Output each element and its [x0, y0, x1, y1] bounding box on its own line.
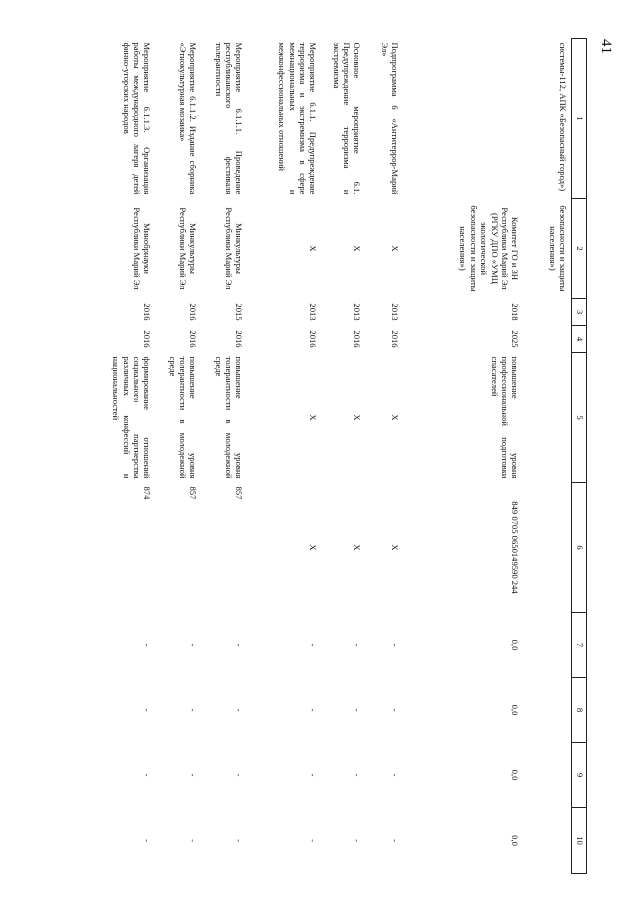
budget-code-cell: 874	[142, 486, 153, 500]
value-col7-cell: -	[142, 643, 153, 647]
measure-name-cell: системы-112, АПК «Безопасный город»)	[558, 42, 568, 192]
start-year-cell: 2016	[142, 303, 153, 321]
value-col9-cell: -	[234, 773, 245, 777]
executor-cell: безопасности и защиты населения»)	[547, 205, 568, 292]
column-header-3: 3	[572, 299, 587, 326]
measure-name-cell: Мероприятие 6.1.1.2. Издание сборника «Этнокультурная мозаика»	[178, 42, 199, 195]
expected-result-cell: X	[352, 414, 363, 421]
measure-name-cell: Мероприятие 6.1.1.3. Организация работы международного лагеря детей финно-угорских народов	[121, 42, 153, 195]
value-col7-cell: -	[188, 643, 199, 647]
value-col10-cell: -	[188, 839, 199, 842]
program-measures-table	[108, 38, 587, 874]
value-col10-cell: -	[352, 839, 363, 842]
budget-code-cell: 857	[234, 486, 245, 500]
end-year-cell: 2016	[352, 330, 363, 348]
budget-code-cell: 857	[188, 486, 199, 500]
value-col10-cell: 0,0	[510, 835, 521, 846]
value-col9-cell: -	[188, 773, 199, 777]
executor-cell: Комитет ГО и ЗН Республики Марий Эл (РГКУ ДПО «УМЦ экологической безопасности и защиты населения»)	[458, 205, 521, 292]
table-row	[366, 39, 404, 874]
start-year-cell	[524, 299, 572, 326]
value-col7-cell: 0,0	[510, 639, 521, 651]
value-col9-cell: 0,0	[510, 769, 521, 781]
executor-cell: Минобрнауки Республики Марий Эл	[132, 207, 153, 290]
value-col10-cell	[524, 808, 572, 874]
column-header-6: 6	[572, 483, 587, 613]
end-year-cell: 2016	[308, 330, 319, 348]
value-col8-cell: 0,0	[510, 704, 521, 716]
start-year-cell: 2013	[352, 303, 363, 321]
start-year-cell: 2016	[188, 303, 199, 321]
value-col8-cell: -	[308, 708, 319, 712]
rotated-table-container	[67, 38, 587, 873]
column-header-9: 9	[572, 743, 587, 808]
budget-code-cell: X	[352, 544, 363, 551]
value-col10-cell: -	[142, 839, 153, 842]
end-year-cell: 2025	[510, 330, 521, 348]
value-col10-cell: -	[234, 839, 245, 842]
value-col7-cell: -	[352, 643, 363, 647]
expected-result-cell: формирование отношений социального партнерства различных конфессий и национальностей	[111, 356, 153, 479]
end-year-cell	[524, 326, 572, 353]
table-row	[108, 39, 156, 874]
column-header-1: 1	[572, 39, 587, 199]
column-number-row	[572, 39, 587, 874]
value-col9-cell: -	[142, 773, 153, 777]
page-number: 41	[598, 39, 614, 54]
expected-result-cell: повышение уровня толерантности в молодежной среде	[167, 356, 199, 479]
measure-name-cell: Подпрограмма 6 «Антитеррор-Марий Эл»	[380, 42, 401, 195]
table-row	[202, 39, 248, 874]
expected-result-cell: X	[390, 414, 401, 421]
start-year-cell: 2018	[510, 303, 521, 321]
value-col8-cell: -	[234, 708, 245, 712]
column-header-2: 2	[572, 199, 587, 299]
end-year-cell: 2016	[390, 330, 401, 348]
table-row	[404, 39, 524, 874]
value-col10-cell: -	[390, 839, 401, 842]
measure-name-cell: Мероприятие 6.1.1.1. Проведение республиканского фестиваля толерантности	[213, 42, 245, 195]
expected-result-cell: X	[308, 414, 319, 421]
value-col9-cell: -	[390, 773, 401, 777]
expected-result-cell: повышение уровня толерантности в молодежной среде	[213, 356, 245, 479]
start-year-cell: 2013	[390, 303, 401, 321]
measure-name-cell	[404, 39, 524, 199]
value-col8-cell: -	[390, 708, 401, 712]
budget-code-cell: 849 0705 0650149590 244	[510, 501, 521, 594]
value-col8-cell: -	[188, 708, 199, 712]
budget-code-cell	[524, 483, 572, 613]
value-col7-cell: -	[234, 643, 245, 647]
column-header-8: 8	[572, 678, 587, 743]
start-year-cell: 2015	[234, 303, 245, 321]
executor-cell: Минкультуры Республики Марий Эл	[178, 207, 199, 290]
executor-cell: X	[308, 245, 319, 252]
table-row	[524, 39, 572, 874]
end-year-cell: 2016	[234, 330, 245, 348]
column-header-10: 10	[572, 808, 587, 874]
table-row	[322, 39, 366, 874]
executor-cell: Минкультуры Республики Марий Эл	[224, 207, 245, 290]
value-col7-cell: -	[308, 643, 319, 647]
value-col7-cell	[524, 613, 572, 678]
value-col9-cell	[524, 743, 572, 808]
expected-result-cell: повышение уровня профессиональной подготовки спасателей	[489, 356, 521, 479]
value-col7-cell: -	[390, 643, 401, 647]
end-year-cell: 2016	[188, 330, 199, 348]
value-col8-cell: -	[352, 708, 363, 712]
executor-cell: X	[352, 245, 363, 252]
expected-result-cell	[524, 353, 572, 483]
executor-cell: X	[390, 245, 401, 252]
measure-name-cell: Мероприятие 6.1.1. Предупреждение терроризма и экстремизма в сфере межнациональных и межконфессиональных отношений	[277, 42, 319, 195]
table-row	[156, 39, 202, 874]
budget-code-cell: X	[390, 544, 401, 551]
end-year-cell: 2016	[142, 330, 153, 348]
start-year-cell: 2013	[308, 303, 319, 321]
value-col9-cell: -	[352, 773, 363, 777]
value-col8-cell: -	[142, 708, 153, 712]
column-header-4: 4	[572, 326, 587, 353]
column-header-5: 5	[572, 353, 587, 483]
budget-code-cell: X	[308, 544, 319, 551]
table-row	[248, 39, 322, 874]
value-col8-cell	[524, 678, 572, 743]
value-col9-cell: -	[308, 773, 319, 777]
column-header-7: 7	[572, 613, 587, 678]
value-col10-cell: -	[308, 839, 319, 842]
measure-name-cell: Основное мероприятие 6.1. Предупреждение терроризма и экстремизма	[331, 42, 363, 195]
